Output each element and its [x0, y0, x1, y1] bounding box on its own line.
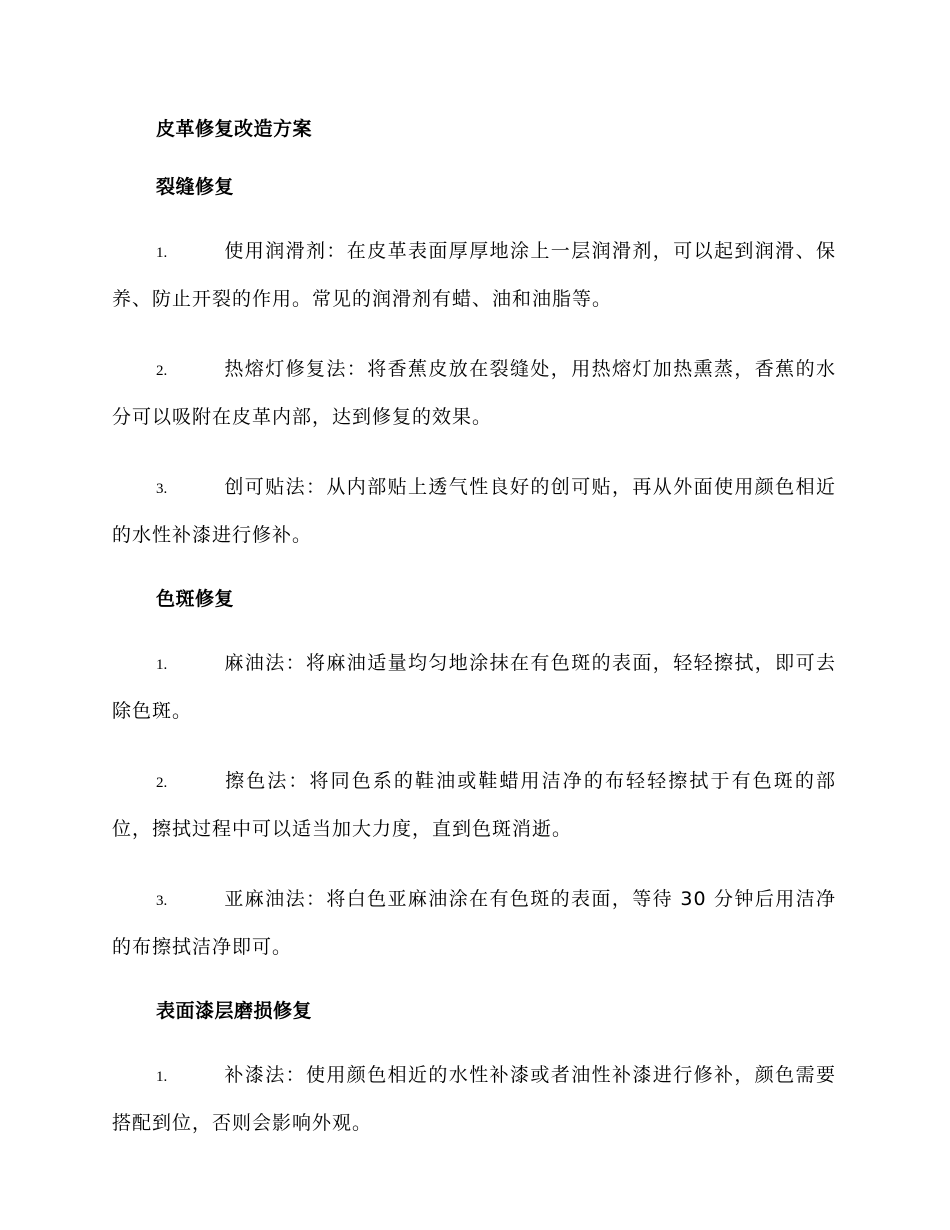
section-stain-repair — [112, 582, 836, 970]
list-text: 热熔灯修复法：将香蕉皮放在裂缝处，用热熔灯加热熏蒸，香蕉的水分可以吸附在皮革内部，达到修复的效果。 — [112, 358, 836, 428]
list-item — [112, 758, 836, 852]
list-number: 2. — [156, 363, 168, 379]
list-text: 麻油法：将麻油适量均匀地涂抹在有色斑的表面，轻轻擦拭，即可去除色斑。 — [112, 652, 836, 722]
list-number: 3. — [156, 481, 168, 497]
document-title: 皮革修复改造方案 — [156, 118, 313, 140]
section-heading: 色斑修复 — [156, 588, 235, 610]
section-coating-wear-repair — [112, 994, 836, 1146]
list-number: 3. — [156, 893, 168, 909]
list-item — [112, 464, 836, 558]
list-item — [112, 228, 836, 322]
list-text: 补漆法：使用颜色相近的水性补漆或者油性补漆进行修补，颜色需要搭配到位，否则会影响外观。 — [112, 1064, 836, 1134]
list-item — [112, 640, 836, 734]
list-text: 擦色法：将同色系的鞋油或鞋蜡用洁净的布轻轻擦拭于有色斑的部位，擦拭过程中可以适当加大力度，直到色斑消逝。 — [112, 770, 836, 840]
list-item — [112, 346, 836, 440]
section-heading: 表面漆层磨损修复 — [156, 1000, 313, 1022]
document-body — [112, 112, 836, 1170]
section-heading: 裂缝修复 — [156, 176, 235, 198]
list-text: 创可贴法：从内部贴上透气性良好的创可贴，再从外面使用颜色相近的水性补漆进行修补。 — [112, 476, 836, 546]
list-number: 1. — [156, 657, 168, 673]
list-text: 使用润滑剂：在皮革表面厚厚地涂上一层润滑剂，可以起到润滑、保养、防止开裂的作用。常见的润滑剂有蜡、油和油脂等。 — [112, 240, 836, 310]
list-item — [112, 876, 836, 970]
list-number: 1. — [156, 1069, 168, 1085]
list-item — [112, 1052, 836, 1146]
list-text: 亚麻油法：将白色亚麻油涂在有色斑的表面，等待 30 分钟后用洁净的布擦拭洁净即可。 — [112, 888, 836, 958]
list-number: 2. — [156, 775, 168, 791]
list-number: 1. — [156, 245, 168, 261]
section-crack-repair — [112, 170, 836, 558]
